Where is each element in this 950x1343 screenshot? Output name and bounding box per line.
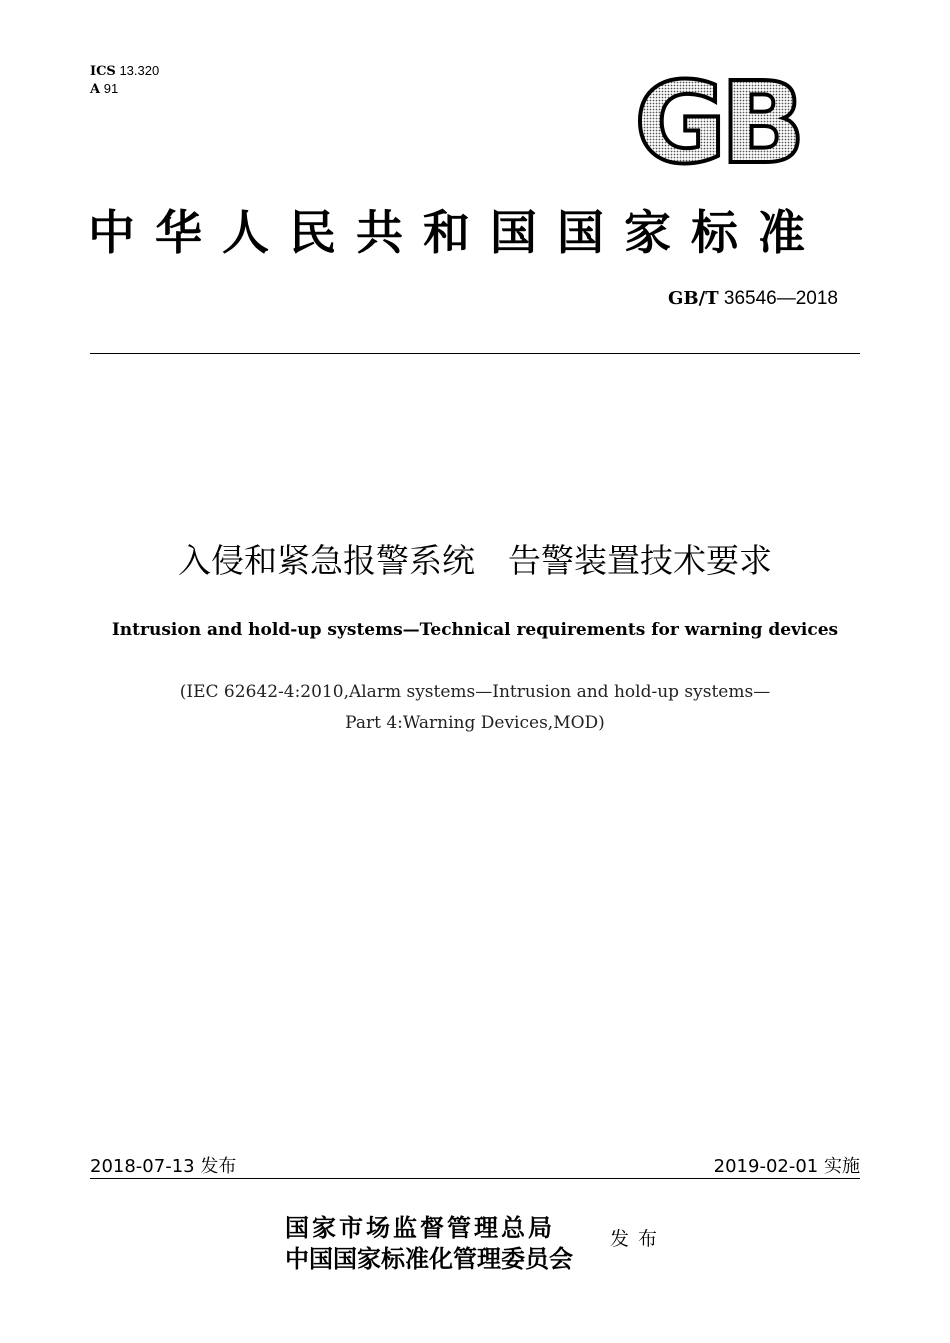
implementation-date: 2019-02-01 实施 (713, 1156, 860, 1177)
top-divider (90, 353, 860, 354)
ics-label: ICS (90, 64, 116, 79)
standard-number-prefix: GB/T (668, 288, 719, 309)
publish-label: 发布 (610, 1228, 667, 1250)
standard-number-value: 36546—2018 (723, 288, 838, 309)
ics-classification (90, 62, 159, 98)
national-standard-title: 中华人民共和国国家标准 (88, 206, 825, 261)
gb-logo-text: GB (634, 72, 800, 172)
standard-number (668, 288, 838, 310)
gb-logo (622, 72, 812, 172)
bottom-divider (90, 1178, 860, 1179)
title-english: Intrusion and hold-up systems—Technical requirements for warning devices (111, 620, 839, 640)
ics-code: 13.320 (119, 63, 160, 78)
iec-reference-line-2: Part 4:Warning Devices,MOD) (345, 713, 605, 733)
issuer-sac: 中国国家标准化管理委员会 (285, 1244, 573, 1273)
class-label: A (90, 82, 101, 97)
issuer-samr: 国家市场监督管理总局 (285, 1213, 555, 1242)
class-code: 91 (103, 81, 119, 96)
iec-reference-line-1: (IEC 62642-4:2010,Alarm systems—Intrusion and hold-up systems— (179, 682, 771, 702)
issue-date: 2018-07-13 发布 (90, 1156, 237, 1177)
title-chinese: 入侵和紧急报警系统 告警装置技术要求 (178, 541, 772, 580)
